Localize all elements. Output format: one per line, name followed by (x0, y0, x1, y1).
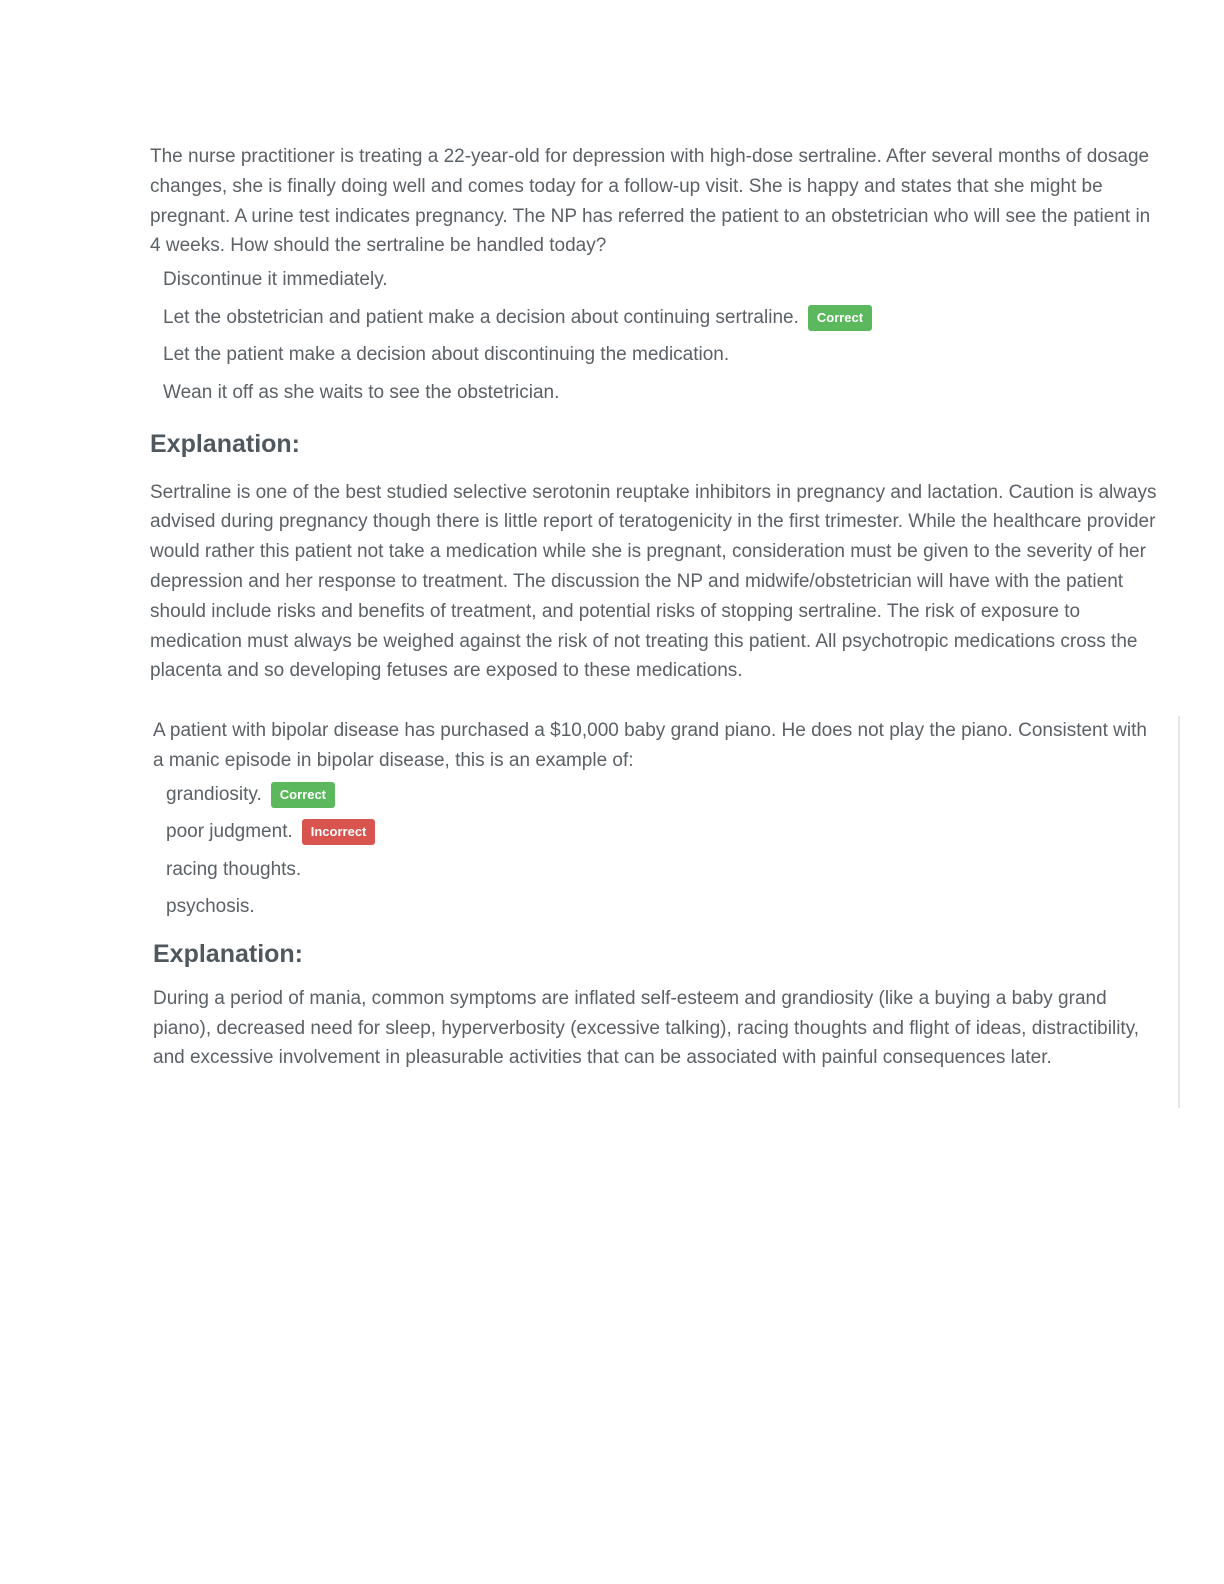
question-block-2 (153, 716, 1158, 1073)
question-text: The nurse practitioner is treating a 22-year-old for depression with high-dose sertraline. After several months of dosage changes, she is finally doing well and comes today for a follow-up visit. She is happy and states that she might be pregnant. A urine test indicates pregnancy. The NP has referred the patient to an obstetrician who will see the patient in 4 weeks. How should the sertraline be handled today? (150, 146, 1151, 257)
incorrect-badge: Incorrect (302, 819, 376, 845)
question-block-1 (150, 142, 1158, 686)
answer-option[interactable] (153, 782, 1158, 808)
answer-option-label: psychosis. (166, 896, 255, 918)
answer-option-label: Let the patient make a decision about discontinuing the medication. (163, 344, 730, 366)
explanation-heading: Explanation: (153, 940, 304, 969)
answer-option-label: poor judgment. (166, 821, 293, 843)
answer-option-label: Wean it off as she waits to see the obstetrician. (163, 381, 560, 403)
answer-option[interactable] (150, 342, 1158, 368)
answer-option[interactable] (153, 857, 1158, 883)
answer-option[interactable] (153, 894, 1158, 920)
divider (1178, 716, 1180, 1108)
answer-options (153, 782, 1158, 921)
correct-badge: Correct (271, 782, 335, 808)
answer-option-label: Let the obstetrician and patient make a decision about continuing sertraline. (163, 306, 799, 328)
answer-option-label: racing thoughts. (166, 858, 302, 880)
answer-options (150, 267, 1158, 406)
question-text: A patient with bipolar disease has purchased a $10,000 baby grand piano. He does not play the piano. Consistent with a manic episode in bipolar disease, this is an example of: (153, 720, 1147, 771)
explanation-text: During a period of mania, common symptoms are inflated self-esteem and grandiosity (like a buying a baby grand piano), decreased need for sleep, hyperverbosity (excessive talking), racing thoughts and flight of ideas, distractibility, and excessive involvement in pleasurable activities that can be associated with painful consequences later. (153, 988, 1140, 1069)
correct-badge: Correct (808, 305, 872, 331)
answer-option[interactable] (150, 380, 1158, 406)
answer-option-label: grandiosity. (166, 783, 262, 805)
answer-option[interactable] (150, 305, 1158, 331)
answer-option[interactable] (150, 267, 1158, 293)
explanation-heading: Explanation: (150, 429, 301, 458)
answer-option[interactable] (153, 819, 1158, 845)
answer-option-label: Discontinue it immediately. (163, 269, 388, 291)
explanation-text: Sertraline is one of the best studied selective serotonin reuptake inhibitors in pregnancy and lactation. Caution is always advised during pregnancy though there is little report of teratogenicity in the first trimester. While the healthcare provider would rather this patient not take a medication while she is pregnant, consideration must be given to the severity of her depression and her response to treatment. The discussion the NP and midwife/obstetrician will have with the patient should include risks and benefits of treatment, and potential risks of stopping sertraline. The risk of exposure to medication must always be weighed against the risk of not treating this patient. All psychotropic medications cross the placenta and so developing fetuses are exposed to these medications. (150, 481, 1157, 682)
